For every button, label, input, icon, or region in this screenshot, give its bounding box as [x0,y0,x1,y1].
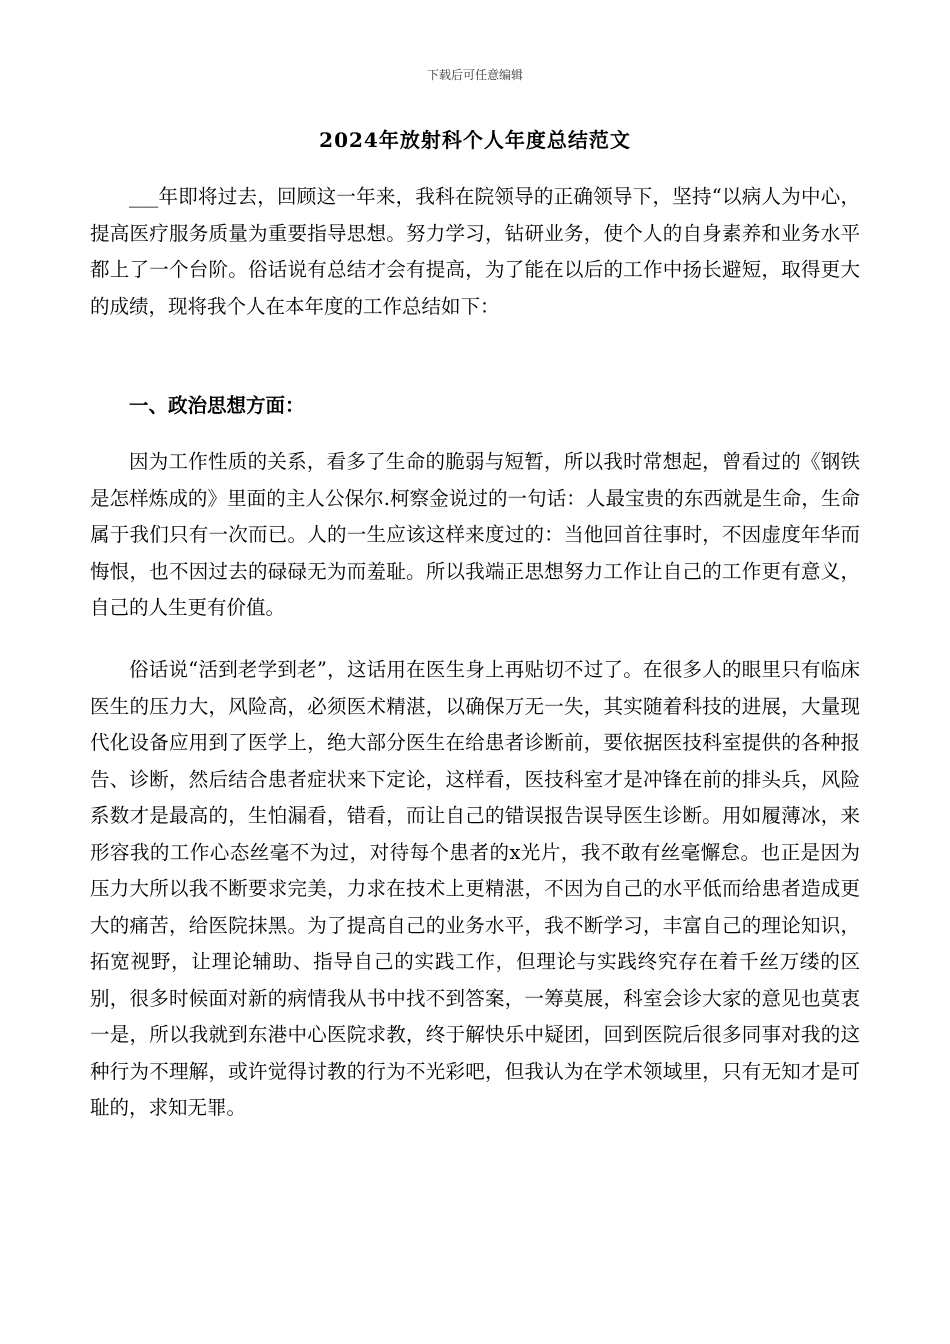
header-note: 下载后可任意编辑 [426,68,523,82]
document-title: 2024年放射科个人年度总结范文 [319,128,631,152]
section-paragraph: 俗话说“活到老学到老”，这话用在医生身上再贴切不过了。在很多人的眼里只有临床医生的压力大，风险高，必须医术精湛，以确保万无一失，其实随着科技的进展，大量现代化设备应用到了医学上，绝大部分医生在给患者诊断前，要依据医技科室提供的各种报告、诊断，然后结合患者症状来下定论，这样看，医技科室才是冲锋在前的排头兵，风险系数才是最高的，生怕漏看，错看，而让自己的错误报告误导医生诊断。用如履薄冰，来形容我的工作心态丝毫不为过，对待每个患者的x光片，我不敢有丝毫懈怠。也正是因为压力大所以我不断要求完美，力求在技术上更精湛，不因为自己的水平低而给患者造成更大的痛苦，给医院抹黑。为了提高自己的业务水平，我不断学习，丰富自己的理论知识，拓宽视野，让理论辅助、指导自己的实践工作，但理论与实践终究存在着千丝万缕的区别，很多时候面对新的病情我从书中找不到答案，一筹莫展，科室会诊大家的意见也莫衷一是，所以我就到东港中心医院求教，终于解快乐中疑团，回到医院后很多同事对我的这种行为不理解，或许觉得讨教的行为不光彩吧，但我认为在学术领域里，只有无知才是可耻的，求知无罪。 [90,658,860,1119]
section-paragraph: 因为工作性质的关系，看多了生命的脆弱与短暂，所以我时常想起，曾看过的《钢铁是怎样炼成的》里面的主人公保尔.柯察金说过的一句话：人最宝贵的东西就是生命，生命属于我们只有一次而已。人的一生应该这样来度过的：当他回首往事时，不因虚度年华而悔恨，也不因过去的碌碌无为而羞耻。所以我端正思想努力工作让自己的工作更有意义，自己的人生更有价值。 [90,450,860,619]
section-paragraph-block [90,652,860,1127]
section-heading: 一、政治思想方面： [129,394,305,417]
section-paragraph-block [90,444,860,627]
intro-block [90,179,860,325]
intro-paragraph: ___年即将过去，回顾这一年来，我科在院领导的正确领导下，坚持“以病人为中心，提高医疗服务质量为重要指导思想。努力学习，钻研业务，使个人的自身素养和业务水平都上了一个台阶。俗话说有总结才会有提高，为了能在以后的工作中扬长避短，取得更大的成绩，现将我个人在本年度的工作总结如下： [90,185,860,318]
